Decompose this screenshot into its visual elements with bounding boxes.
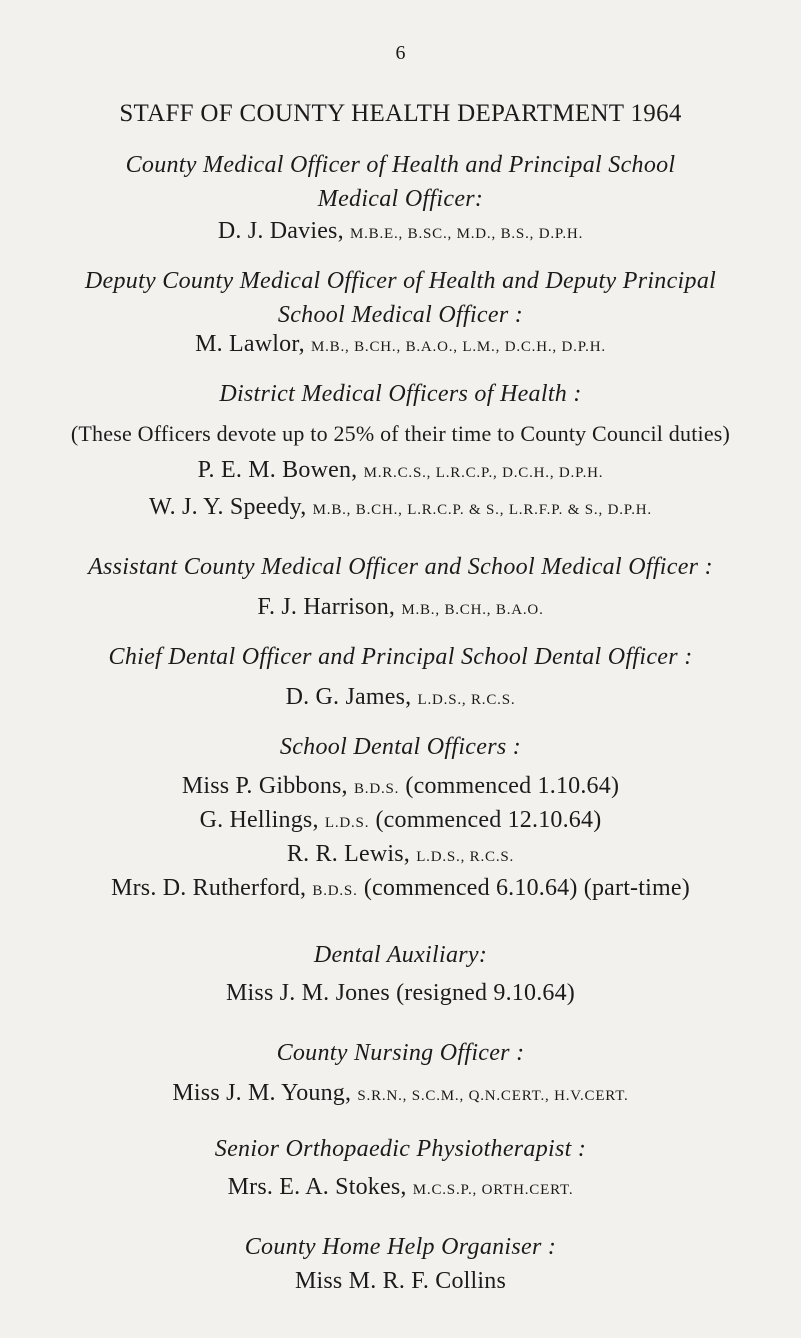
section-note: (These Officers devote up to 25% of their time to County Council duties) [70,421,731,446]
staff-entry [0,457,801,484]
staff-entry [0,494,801,521]
staff-name: Miss J. M. Young, [172,1080,352,1106]
staff-status: (commenced 6.10.64) (part-time) [363,875,690,901]
staff-name: D. G. James, [285,684,412,710]
staff-entry [0,1174,801,1201]
section-heading-senior-orthopaedic-physiotherapist [0,1132,801,1166]
staff-status: (commenced 12.10.64) [375,807,602,833]
heading-line: School Medical Officer : [277,302,524,328]
section-heading-school-dental-officers [0,730,801,764]
staff-name: Miss J. M. Jones (resigned 9.10.64) [226,980,575,1006]
staff-qualifications: M.B., B.CH., L.R.C.P. & S., L.R.F.P. & S., D.P.H. [312,502,652,518]
staff-name: Mrs. E. A. Stokes, [227,1174,407,1200]
staff-name: F. J. Harrison, [257,594,396,620]
staff-status: (commenced 1.10.64) [405,773,620,799]
section-heading-assistant-county-medical-officer [0,550,801,584]
section-heading-deputy-county-medical-officer [0,264,801,332]
page-number: 6 [395,42,406,64]
heading-line: County Home Help Organiser : [244,1234,557,1260]
heading-line: School Dental Officers : [279,734,522,760]
heading-line: Senior Orthopaedic Physiotherapist : [214,1136,587,1162]
staff-qualifications: B.D.S. [312,883,358,899]
staff-name: Mrs. D. Rutherford, [111,875,307,901]
staff-qualifications: M.B.E., B.SC., M.D., B.S., D.P.H. [350,226,584,242]
heading-line: County Nursing Officer : [276,1040,525,1066]
section-heading-county-medical-officer [0,148,801,216]
staff-name: Miss M. R. F. Collins [294,1268,506,1294]
heading-line: District Medical Officers of Health : [219,381,582,407]
heading-line: Medical Officer: [317,186,484,212]
staff-entry [0,875,801,902]
staff-name: Miss P. Gibbons, [181,773,348,799]
staff-entry [0,594,801,621]
staff-qualifications: M.B., B.CH., B.A.O., L.M., D.C.H., D.P.H. [310,339,606,355]
staff-entry [0,1268,801,1295]
staff-qualifications: M.B., B.CH., B.A.O. [401,602,544,618]
staff-name: W. J. Y. Speedy, [149,494,307,520]
section-heading-dental-auxiliary [0,938,801,972]
staff-entry [0,331,801,358]
heading-line: Assistant County Medical Officer and School Medical Officer : [88,554,713,580]
section-heading-county-home-help-organiser [0,1230,801,1264]
staff-qualifications: L.D.S. [324,815,370,831]
page-title: STAFF OF COUNTY HEALTH DEPARTMENT 1964 [119,100,682,127]
staff-name: M. Lawlor, [195,331,305,357]
heading-line: Dental Auxiliary: [313,942,488,968]
section-heading-county-nursing-officer [0,1036,801,1070]
staff-entry [0,841,801,868]
heading-line: Chief Dental Officer and Principal School Dental Officer : [108,644,693,670]
heading-line: Deputy County Medical Officer of Health and Deputy Principal [84,268,717,294]
staff-entry [0,807,801,834]
staff-entry [0,1080,801,1107]
heading-line: County Medical Officer of Health and Principal School [125,152,676,178]
staff-entry [0,684,801,711]
staff-qualifications: M.C.S.P., ORTH.CERT. [412,1182,574,1198]
staff-name: R. R. Lewis, [286,841,410,867]
staff-qualifications: S.R.N., S.C.M., Q.N.CERT., H.V.CERT. [357,1088,629,1104]
staff-name: D. J. Davies, [217,218,344,244]
staff-entry [0,218,801,245]
staff-qualifications: M.R.C.S., L.R.C.P., D.C.H., D.P.H. [363,465,604,481]
section-heading-chief-dental-officer [0,640,801,674]
staff-qualifications: L.D.S., R.C.S. [416,849,515,865]
staff-name: G. Hellings, [199,807,319,833]
staff-qualifications: B.D.S. [353,781,400,797]
staff-entry [0,773,801,800]
section-heading-district-medical-officers [0,377,801,411]
staff-name: P. E. M. Bowen, [197,457,358,483]
staff-entry [0,980,801,1007]
staff-qualifications: L.D.S., R.C.S. [417,692,516,708]
